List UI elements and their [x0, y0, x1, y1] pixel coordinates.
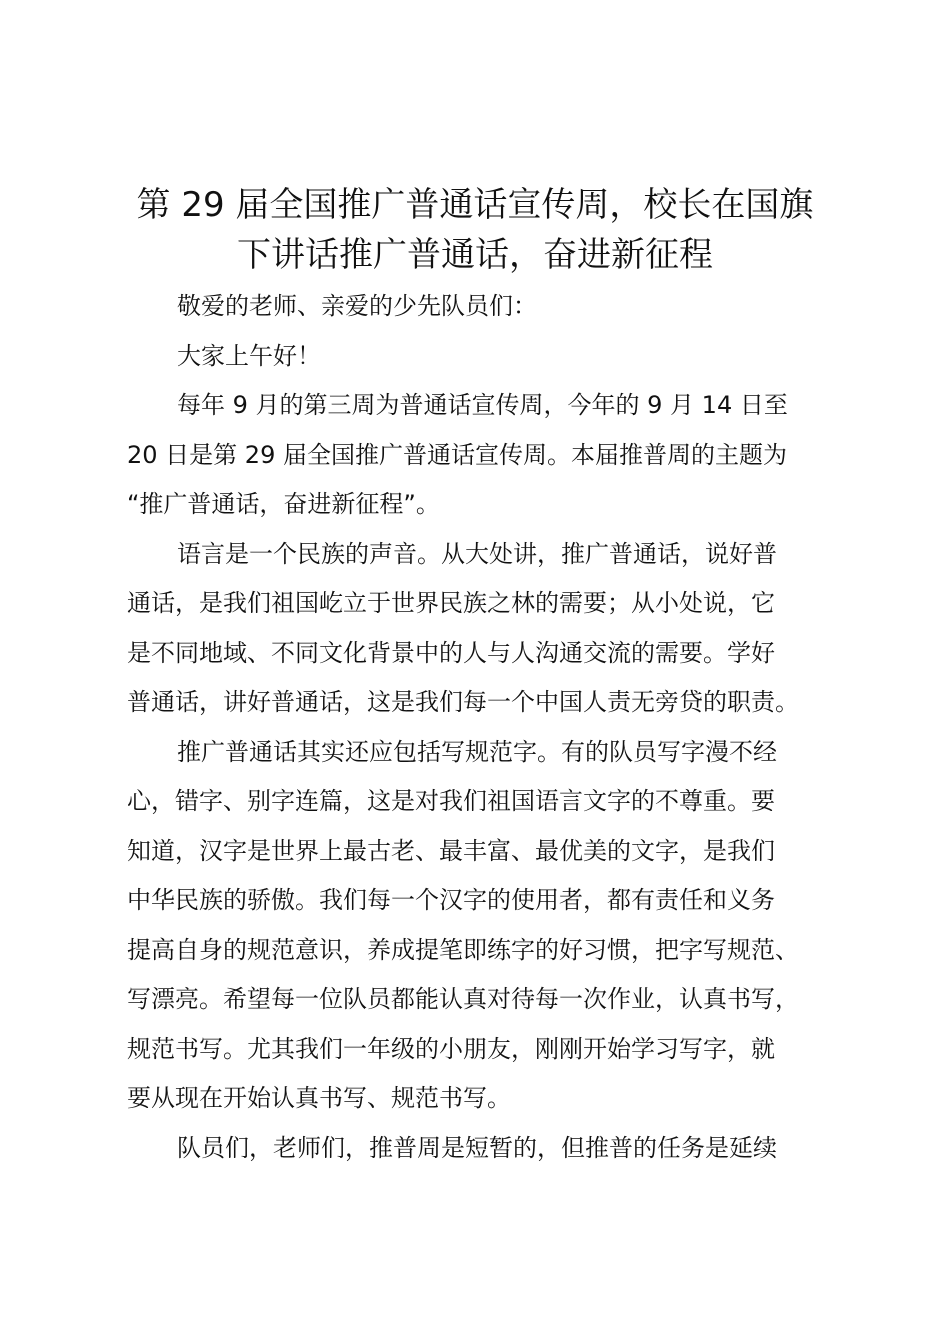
- paragraph-writing: [127, 728, 867, 1124]
- paragraph-salutation: [127, 282, 867, 332]
- paragraph-line: 敬爱的老师、亲爱的少先队员们：: [177, 292, 537, 320]
- paragraph-line: 大家上午好！: [177, 341, 321, 370]
- paragraph-intro: [127, 381, 867, 530]
- paragraph-line: 每年 9 月的第三周为普通话宣传周，今年的 9 月 14 日至: [177, 391, 788, 419]
- paragraph-line: 推广普通话其实还应包括写规范字。有的队员写字漫不经: [177, 737, 777, 766]
- paragraph-line: 要从现在开始认真书写、规范书写。: [127, 1084, 511, 1112]
- paragraph-line: 心，错字、别字连篇，这是对我们祖国语言文字的不尊重。要: [127, 787, 775, 815]
- paragraph-greeting: [127, 332, 867, 382]
- paragraph-line: “推广普通话，奋进新征程”。: [127, 490, 440, 518]
- paragraph-language: [127, 530, 867, 728]
- paragraph-line: 语言是一个民族的声音。从大处讲，推广普通话，说好普: [177, 539, 777, 568]
- paragraph-closing: [127, 1124, 867, 1174]
- document-body: [127, 282, 867, 1173]
- paragraph-line: 提高自身的规范意识，养成提笔即练字的好习惯，把字写规范、: [127, 935, 799, 964]
- paragraph-line: 是不同地域、不同文化背景中的人与人沟通交流的需要。学好: [127, 638, 775, 667]
- paragraph-line: 中华民族的骄傲。我们每一个汉字的使用者，都有责任和义务: [127, 886, 775, 914]
- paragraph-line: 知道，汉字是世界上最古老、最丰富、最优美的文字，是我们: [127, 836, 775, 865]
- document-title: [110, 180, 840, 280]
- title-line: 第 29 届全国推广普通话宣传周，校长在国旗: [136, 185, 814, 225]
- paragraph-line: 规范书写。尤其我们一年级的小朋友，刚刚开始学习写字，就: [127, 1034, 775, 1063]
- paragraph-line: 队员们，老师们，推普周是短暂的，但推普的任务是延续: [177, 1133, 777, 1162]
- paragraph-line: 20 日是第 29 届全国推广普通话宣传周。本届推普周的主题为: [127, 440, 787, 469]
- title-line: 下讲话推广普通话，奋进新征程: [237, 235, 713, 275]
- paragraph-line: 普通话，讲好普通话，这是我们每一个中国人责无旁贷的职责。: [127, 688, 799, 716]
- paragraph-line: 通话，是我们祖国屹立于世界民族之林的需要；从小处说，它: [127, 589, 775, 617]
- paragraph-line: 写漂亮。希望每一位队员都能认真对待每一次作业，认真书写，: [127, 985, 799, 1013]
